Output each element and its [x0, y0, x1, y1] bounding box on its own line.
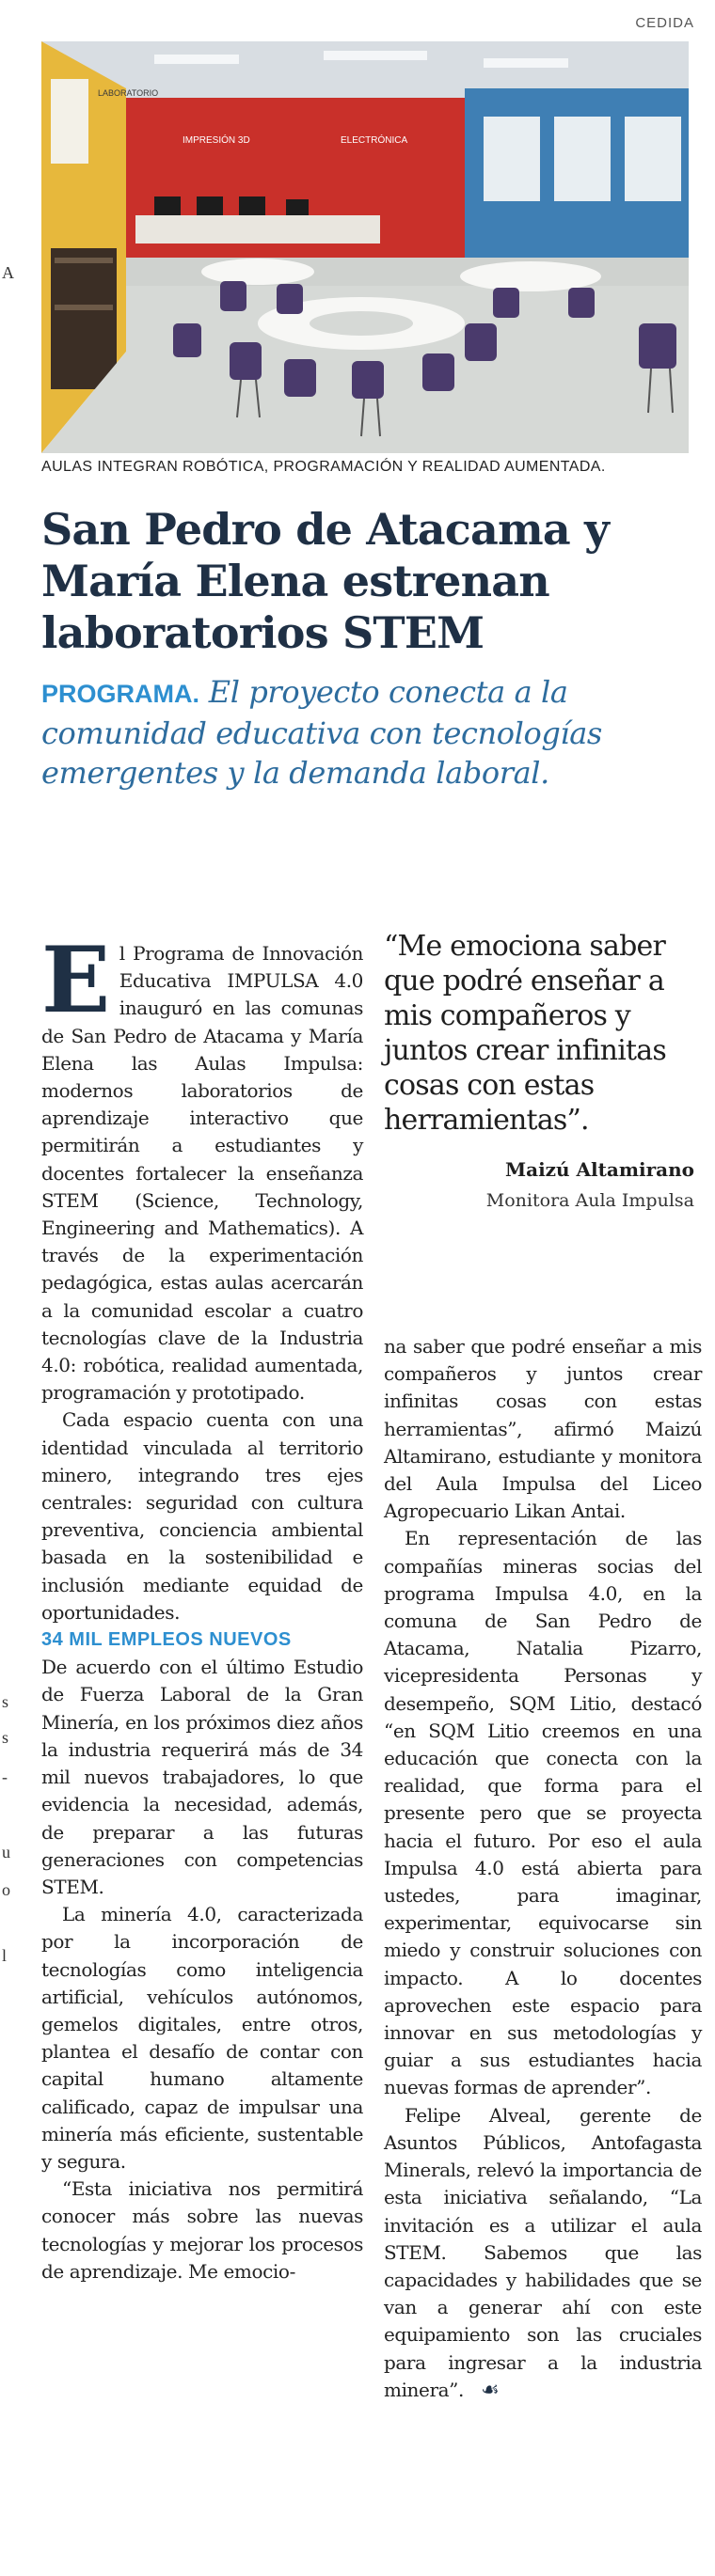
adjacent-article-edge	[0, 0, 21, 2576]
edge-fragment: -	[2, 1767, 8, 1786]
body-paragraph-text: l Programa de Innovación Educativa IMPULSA 4.0 inauguró en las comunas de San Pedro de Atacama y María Elena las Aulas Impulsa: modernos laboratorios de aprendizaje interactivo que permitirán a estudiantes y docentes fortalecer la enseñanza STEM (Science, Technology, Engineering and Mathematics). A través de la experimentación pedagógica, estas aulas acercarán a la comunidad escolar a cuatro tecnologías clave de la Industria 4.0: robótica, realidad aumentada, programación y prototipado.	[41, 942, 363, 1405]
end-mark-icon: ☙	[480, 2378, 500, 2402]
body-paragraph: De acuerdo con el último Estudio de Fuerza Laboral de la Gran Minería, en los próximos diez años la industria requerirá más de 34 mil nuevos trabajadores, lo que evidencia la necesidad, además, de preparar a las futuras generaciones con competencias STEM.	[41, 1656, 363, 1898]
edge-fragment: s	[2, 1728, 9, 1747]
section-heading: 34 MIL EMPLEOS NUEVOS	[41, 1629, 292, 1651]
body-paragraph	[41, 927, 363, 1406]
photo-credit: CEDIDA	[635, 15, 694, 31]
edge-fragment: u	[2, 1843, 10, 1861]
quote-role: Monitora Aula Impulsa	[485, 1190, 694, 1211]
lead-tag: PROGRAMA.	[41, 680, 199, 708]
body-paragraph: “Esta iniciativa nos permitirá conocer más sobre las nuevas tecnologías y mejorar los procesos de aprendizaje. Me emocio-	[41, 2177, 363, 2283]
body-paragraph: Cada espacio cuenta con una identidad vinculada al territorio minero, integrando tres ejes centrales: seguridad con cultura preventiva, conciencia ambiental basada en la sostenibilidad e inclusión mediante equidad de oportunidades.	[41, 1408, 363, 1624]
wall-sign-3d: IMPRESIÓN 3D	[183, 135, 250, 146]
body-paragraph	[384, 2102, 702, 2404]
body-paragraph: La minería 4.0, caracterizada por la incorporación de tecnologías como inteligencia artificial, vehículos autónomos, gemelos digitales, entre otros, plantea el desafío de contar con capital humano altamente calificado, capaz de impulsar una minería más eficiente, sustentable y segura.	[41, 1903, 363, 2173]
photo-caption: AULAS INTEGRAN ROBÓTICA, PROGRAMACIÓN Y REALIDAD AUMENTADA.	[41, 459, 606, 475]
wall-sign-lab: LABORATORIO	[98, 88, 159, 98]
body-paragraph-text: Felipe Alveal, gerente de Asuntos Públicos, Antofagasta Minerals, relevó la importancia de esta iniciativa señalando, “La invitación es a utilizar el aula STEM. Sabemos que las capacidades y habilidades que se van a generar ahí con este equipamiento son las cruciales para ingresar a la industria minera”.	[384, 2103, 702, 2401]
dropcap: E	[41, 927, 110, 1033]
quote-author: Maizú Altamirano	[504, 1158, 694, 1181]
edge-fragment: l	[2, 1946, 8, 1965]
wall-sign-electronics: ELECTRÓNICA	[341, 135, 408, 146]
edge-fragment: o	[2, 1880, 10, 1899]
lead-text: El proyecto conecta a la comunidad educativa con tecnologías emergentes y la demanda laboral.	[41, 674, 602, 791]
headline: San Pedro de Atacama y María Elena estrenan laboratorios STEM	[41, 504, 610, 658]
edge-fragment: s	[2, 1692, 9, 1711]
body-column-right	[384, 1333, 702, 2404]
body-column-left	[41, 927, 363, 2285]
edge-fragment: A	[2, 263, 14, 282]
body-paragraph: En representación de las compañías mineras socias del programa Impulsa 4.0, en la comuna de San Pedro de Atacama, Natalia Pizarro, vicepresidenta Personas y desempeño, SQM Litio, destacó “en SQM Litio creemos en una educación que conecta con la realidad, que forma para el presente pero que se proyecta hacia el futuro. Por eso el aula Impulsa 4.0 está abierta para ustedes, para imaginar, experimentar, equivocarse sin miedo y construir soluciones con impacto. A lo docentes aprovechen este espacio para innovar en sus metodologías y guiar a sus estudiantes hacia nuevas formas de aprender”.	[384, 1527, 702, 2099]
classroom-photo	[41, 41, 689, 453]
pull-quote: “Me emociona saber que podré enseñar a mis compañeros y juntos crear infinitas cosas con estas herramientas”.	[384, 930, 666, 1137]
body-paragraph: na saber que podré enseñar a mis compañeros y juntos crear infinitas cosas con estas herramientas”, afirmó Maizú Altamirano, estudiante y monitora del Aula Impulsa del Liceo Agropecuario Likan Antai.	[384, 1335, 702, 1523]
lead-paragraph	[41, 672, 700, 793]
